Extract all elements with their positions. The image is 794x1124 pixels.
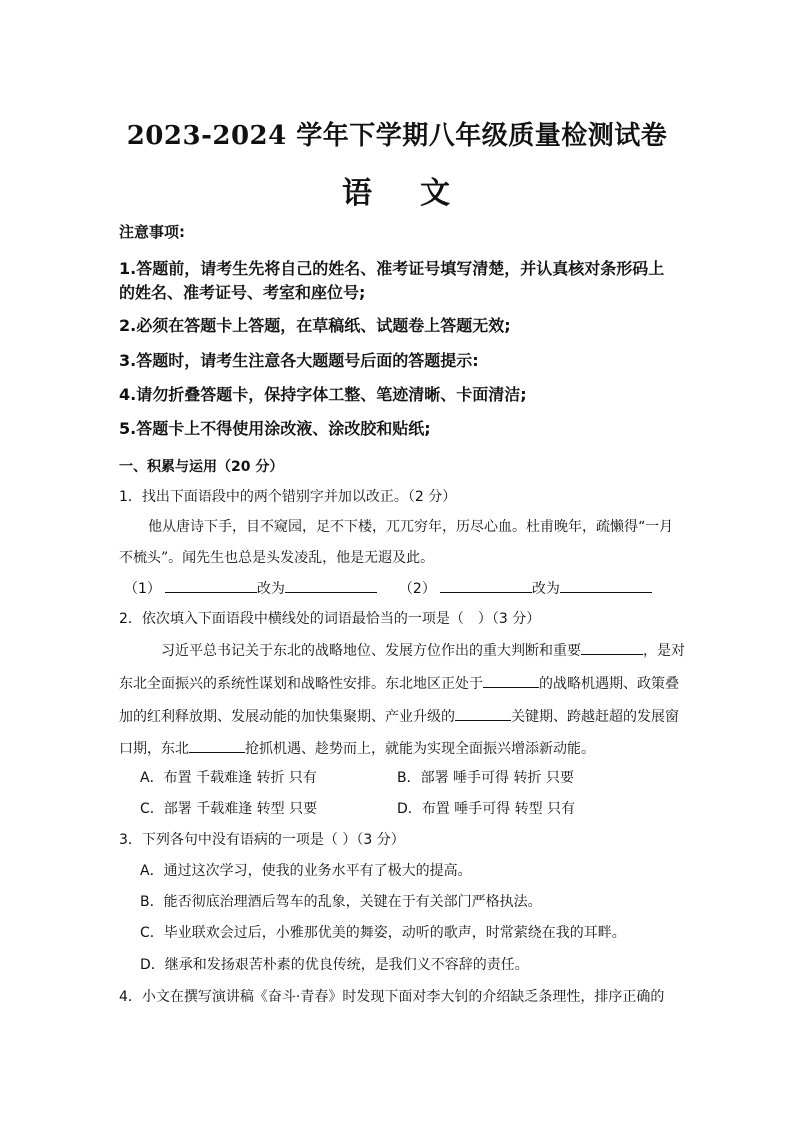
subject-title bbox=[0, 168, 794, 212]
question-2-passage-line-2 bbox=[119, 673, 679, 693]
notice-item-5: 5.答题卡上不得使用涂改液、涂改胶和贴纸; bbox=[119, 419, 431, 438]
passage-text: 口期，东北 bbox=[119, 741, 189, 757]
question-1-stem: 1．找出下面语段中的两个错别字并加以改正。（2 分） bbox=[119, 489, 457, 505]
question-2-option-a[interactable]: A．布置 千载难逢 转折 只有 bbox=[140, 770, 317, 786]
question-2-option-b[interactable]: B．部署 唾手可得 转折 只要 bbox=[397, 770, 574, 786]
question-4-stem: 4．小文在撰写演讲稿《奋斗·青春》时发现下面对李大钊的介绍缺乏条理性，排序正确的 bbox=[119, 989, 665, 1005]
passage-blank-4[interactable] bbox=[189, 738, 245, 753]
question-2-passage-line-1 bbox=[161, 640, 685, 660]
subject-char-1: 语 bbox=[342, 176, 374, 211]
change-to-label-2: 改为 bbox=[531, 581, 560, 597]
question-1-passage-line-1: 他从唐诗下手，目不窥园，足不下楼，兀兀穷年，历尽心血。杜甫晚年，疏懒得“一月 bbox=[148, 519, 674, 535]
passage-text: 抢抓机遇、趁势而上，就能为实现全面振兴增添新动能。 bbox=[245, 741, 595, 757]
question-2-stem: 2．依次填入下面语段中横线处的词语最恰当的一项是（ ）（3 分） bbox=[119, 611, 541, 627]
notice-heading: 注意事项: bbox=[119, 223, 185, 241]
change-to-label-1: 改为 bbox=[256, 581, 285, 597]
question-2-passage-line-4 bbox=[119, 738, 595, 758]
question-3-option-d[interactable]: D．继承和发扬艰苦朴素的优良传统，是我们义不容辞的责任。 bbox=[140, 957, 529, 973]
passage-text: 东北全面振兴的系统性谋划和战略性安排。东北地区正处于 bbox=[119, 676, 483, 692]
notice-item-1-line-2: 的姓名、准考证号、考室和座位号; bbox=[119, 283, 366, 302]
passage-text: 习近平总书记关于东北的战略地位、发展方位作出的重大判断和重要 bbox=[161, 643, 581, 659]
notice-item-2: 2.必须在答题卡上答题，在草稿纸、试题卷上答题无效; bbox=[119, 316, 511, 335]
passage-blank-1[interactable] bbox=[581, 640, 643, 655]
question-2-option-c[interactable]: C．部署 千载难逢 转型 只要 bbox=[140, 801, 318, 817]
answer-blank-2b[interactable] bbox=[560, 578, 652, 593]
passage-text: 的战略机遇期、政策叠 bbox=[539, 676, 679, 692]
answer-blank-1b[interactable] bbox=[285, 578, 377, 593]
exam-title: 2023-2024 学年下学期八年级质量检测试卷 bbox=[126, 121, 668, 151]
answer-blank-2a[interactable] bbox=[440, 578, 532, 593]
subject-char-2: 文 bbox=[420, 176, 452, 211]
passage-text: ，是对 bbox=[643, 643, 685, 659]
section-heading: 一、积累与运用（20 分） bbox=[119, 459, 284, 475]
passage-text: 关键期、跨越赶超的发展窗 bbox=[511, 709, 679, 725]
question-2-passage-line-3 bbox=[119, 706, 679, 726]
notice-item-1-line-1: 1.答题前，请考生先将自己的姓名、准考证号填写清楚，并认真核对条形码上 bbox=[119, 259, 665, 278]
question-1-passage-line-2: 不梳头”。闻先生也总是头发凌乱，他是无遐及此。 bbox=[119, 550, 435, 566]
passage-text: 加的红利释放期、发展动能的加快集聚期、产业升级的 bbox=[119, 709, 455, 725]
question-2-option-d[interactable]: D．布置 唾手可得 转型 只有 bbox=[397, 801, 576, 817]
question-3-stem: 3．下列各句中没有语病的一项是（ ）（3 分） bbox=[119, 832, 405, 848]
question-3-option-c[interactable]: C．毕业联欢会过后，小雅那优美的舞姿，动听的歌声，时常萦绕在我的耳畔。 bbox=[140, 925, 626, 941]
answer-label-2: （2） bbox=[398, 581, 436, 597]
answer-label-1: （1） bbox=[124, 581, 161, 597]
answer-blank-1a[interactable] bbox=[165, 578, 257, 593]
passage-blank-3[interactable] bbox=[455, 706, 511, 721]
notice-item-3: 3.答题时，请考生注意各大题题号后面的答题提示: bbox=[119, 351, 479, 370]
question-3-option-a[interactable]: A．通过这次学习，使我的业务水平有了极大的提高。 bbox=[140, 863, 472, 879]
passage-blank-2[interactable] bbox=[483, 673, 539, 688]
notice-item-4: 4.请勿折叠答题卡，保持字体工整、笔迹清晰、卡面清洁; bbox=[119, 385, 527, 404]
question-1-answer-line bbox=[124, 578, 652, 598]
question-3-option-b[interactable]: B．能否彻底治理酒后驾车的乱象，关键在于有关部门严格执法。 bbox=[140, 894, 542, 910]
